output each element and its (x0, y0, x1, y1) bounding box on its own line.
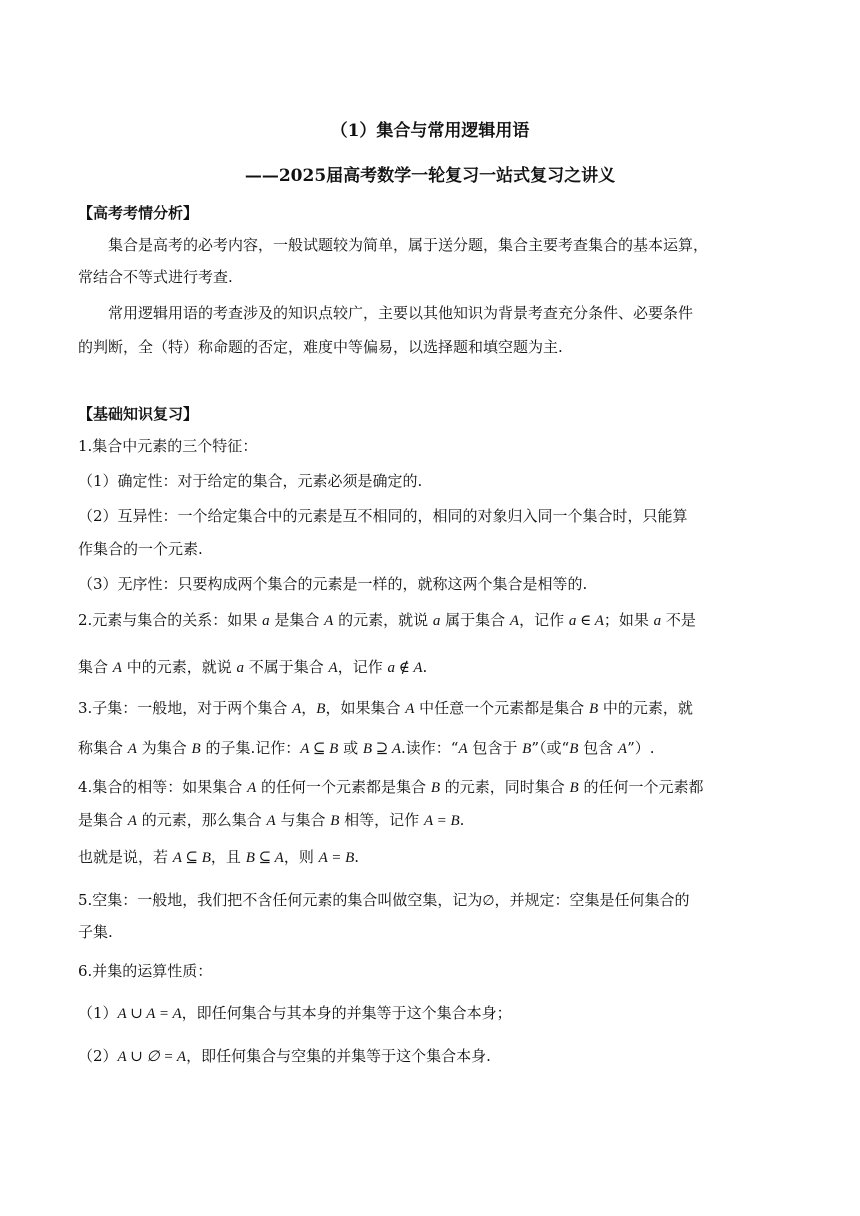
item-3-line-1 (78, 698, 790, 719)
math-var: B (569, 741, 579, 757)
math-var: a (262, 613, 270, 629)
text: ”（或“ (531, 739, 570, 757)
text: .读作：“ (401, 739, 459, 757)
math-var: A (292, 701, 302, 717)
text: ，如果集合 (325, 699, 406, 717)
math-var: A (405, 701, 415, 717)
math-var: A (617, 741, 628, 757)
math-var: A (328, 660, 338, 676)
item-3-line-2 (78, 738, 790, 759)
text: 是集合 (78, 811, 128, 829)
text: 中的元素，就 (598, 699, 693, 717)
doc-subtitle: ——2025届高考数学一轮复习一站式复习之讲义 (244, 166, 616, 186)
empty-set-symbol: ∅ (482, 893, 495, 909)
paragraph-line: 的判断，全（特）称命题的否定，难度中等偏易，以选择题和填空题为主. (78, 338, 563, 356)
text: 不属于集合 (244, 658, 329, 676)
math-var: B (569, 780, 579, 796)
list-item: 作集合的一个元素. (78, 540, 203, 558)
text: 为集合 (136, 739, 192, 757)
text: ，则 (283, 848, 319, 866)
math-formula: a ∉ A (387, 660, 423, 676)
math-var: A (112, 660, 122, 676)
list-item: （1）确定性：对于给定的集合，元素必须是确定的. (78, 472, 423, 490)
text: 5.空集：一般地，我们把不含任何元素的集合叫做空集，记为 (78, 891, 483, 909)
text: 4.集合的相等：如果集合 (78, 778, 248, 796)
doc-title: （1）集合与常用逻辑用语 (330, 121, 530, 141)
text: ，即任何集合与空集的并集等于这个集合本身. (186, 1047, 491, 1065)
text: 中任意一个元素都是集合 (414, 699, 589, 717)
math-var: a (653, 613, 662, 629)
text: 的任何一个元素都 (578, 778, 704, 796)
item-2-line-1 (78, 610, 790, 631)
paragraph-line: 集合是高考的必考内容，一般试题较为简单，属于送分题，集合主要考查集合的基本运算， (108, 236, 709, 254)
list-item: （3）无序性：只要构成两个集合的元素是一样的，就称这两个集合是相等的. (78, 575, 588, 593)
section-heading-exam-analysis: 【高考考情分析】 (78, 204, 199, 222)
math-formula: a ∈ A (568, 613, 604, 629)
paragraph-line: 常用逻辑用语的考查涉及的知识点较广，主要以其他知识为背景考查充分条件、必要条件 (108, 304, 694, 322)
list-item: （2）互异性：一个给定集合中的元素是互不相同的，相同的对象归入同一个集合时，只能算 (78, 507, 688, 525)
text: 与集合 (275, 811, 331, 829)
item-5-line-1 (78, 890, 790, 911)
math-var: A (127, 813, 137, 829)
text: . (422, 658, 428, 676)
math-var: B (588, 701, 599, 717)
text: 属于集合 (440, 611, 510, 629)
item-4-line-1 (78, 777, 790, 798)
math-var: A (266, 813, 276, 829)
text: . (354, 848, 360, 866)
math-formula: A ∪ ∅ = A (117, 1049, 187, 1065)
text: ”）. (627, 739, 655, 757)
math-var: B (522, 741, 532, 757)
math-formula: B ⊇ A (362, 741, 402, 757)
text: 包含于 (467, 739, 523, 757)
math-formula: A = B (423, 813, 460, 829)
math-formula: A ∪ A = A (117, 1006, 182, 1022)
math-formula: A ⊆ B (172, 850, 211, 866)
math-var: B (191, 741, 201, 757)
text: 的任何一个元素都是集合 (256, 778, 431, 796)
item-4-line-2 (78, 810, 790, 831)
text: 相等，记作 (339, 811, 424, 829)
item-6-a (78, 1003, 790, 1024)
text: ，并规定：空集是任何集合的 (494, 891, 690, 909)
text: 的元素，同时集合 (439, 778, 570, 796)
section-heading-basic-knowledge: 【基础知识复习】 (78, 405, 199, 423)
math-var: a (432, 613, 441, 629)
item-4-line-3 (78, 847, 790, 868)
math-var: B (316, 701, 326, 717)
text: . (459, 811, 465, 829)
text: 包含 (578, 739, 618, 757)
text: 集合 (78, 658, 113, 676)
text: ，即任何集合与其本身的并集等于这个集合本身； (181, 1004, 512, 1022)
text: 的元素，那么集合 (136, 811, 267, 829)
text: ，记作 (519, 611, 569, 629)
text: ；如果 (603, 611, 654, 629)
math-var: A (247, 780, 257, 796)
text: 不是 (661, 611, 696, 629)
text: 也就是说，若 (78, 848, 173, 866)
math-var: B (330, 813, 340, 829)
math-formula: A = B (318, 850, 355, 866)
text: （1） (78, 1004, 118, 1022)
item-6-b (78, 1046, 790, 1067)
text: ，记作 (337, 658, 388, 676)
text: 的元素，就说 (333, 611, 433, 629)
item-title: 1.集合中元素的三个特征： (78, 437, 258, 455)
text: ， (301, 699, 317, 717)
text: 2.元素与集合的关系：如果 (78, 611, 263, 629)
text: 中的元素，就说 (121, 658, 237, 676)
math-var: A (127, 741, 137, 757)
math-var: A (458, 741, 468, 757)
text: 或 (338, 739, 363, 757)
text: 3.子集：一般地，对于两个集合 (78, 699, 293, 717)
math-formula: B ⊆ A (245, 850, 284, 866)
text: （2） (78, 1047, 118, 1065)
paragraph-line: 常结合不等式进行考查. (78, 268, 233, 286)
item-title: 6.并集的运算性质： (78, 962, 213, 980)
math-var: B (430, 780, 440, 796)
text: 是集合 (269, 611, 325, 629)
math-var: A (324, 613, 334, 629)
math-var: A (509, 613, 520, 629)
item-2-line-2 (78, 657, 790, 678)
math-formula: A ⊆ B (300, 741, 339, 757)
text: 称集合 (78, 739, 128, 757)
math-var: a (236, 660, 244, 676)
item-5-line-2: 子集. (78, 923, 113, 941)
text: 的子集.记作： (200, 739, 301, 757)
text: ，且 (210, 848, 246, 866)
